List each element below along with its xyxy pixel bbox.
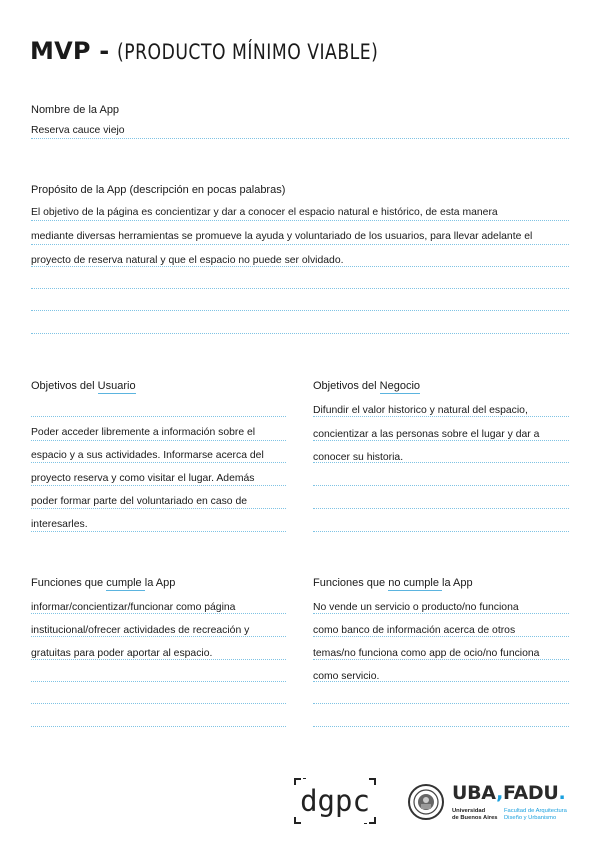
purpose-rule-3 xyxy=(31,266,569,267)
business-goals-rule-1 xyxy=(313,416,569,417)
business-goals-rule-4 xyxy=(313,485,569,486)
does-not-label-ul: no cumple xyxy=(388,577,443,589)
title-light: (PRODUCTO MÍNIMO VIABLE) xyxy=(117,40,379,64)
user-goals-line-2: espacio y a sus actividades. Informarse acerca del xyxy=(31,450,264,461)
uba-fadu-logo xyxy=(408,782,576,824)
user-goals-line-1: Poder acceder libremente a información sobre el xyxy=(31,427,256,438)
uba-dot: . xyxy=(558,782,566,804)
does-rule-1 xyxy=(31,613,286,614)
purpose-rule-2 xyxy=(31,244,569,245)
does-line-2: institucional/ofrecer actividades de recreación y xyxy=(31,625,250,636)
app-name-line xyxy=(31,138,569,139)
does-line-3: gratuitas para poder aportar al espacio. xyxy=(31,648,213,659)
dgpc-logo xyxy=(294,778,376,824)
uba-word-left: UBA xyxy=(452,782,497,804)
user-goals-rule-4 xyxy=(31,508,286,509)
uba-sub-right-1: Facultad de Arquitectura xyxy=(504,808,567,814)
business-goals-rule-2 xyxy=(313,440,569,441)
purpose-rule-4 xyxy=(31,288,569,289)
purpose-line-2: mediante diversas herramientas se promueve la ayuda y voluntariado de los usuarios, para llevar adelante el xyxy=(31,231,533,242)
does-line-1: informar/concientizar/funcionar como página xyxy=(31,602,236,613)
dgpc-logo-text: dgpc xyxy=(300,784,370,818)
user-goals-label-ul: Usuario xyxy=(97,380,136,392)
user-goals-line-5: interesarles. xyxy=(31,519,88,530)
purpose-line-3: proyecto de reserva natural y que el espacio no puede ser olvidado. xyxy=(31,255,344,266)
user-goals-rule-3 xyxy=(31,485,286,486)
uba-word-right: FADU xyxy=(503,782,559,804)
purpose-rule-1 xyxy=(31,220,569,221)
business-goals-line-1: Difundir el valor historico y natural del espacio, xyxy=(313,405,528,416)
business-goals-rule-6 xyxy=(313,531,569,532)
does-not-rule-4 xyxy=(313,681,569,682)
purpose-line-1: El objetivo de la página es concientizar y dar a conocer el espacio natural e histórico, de esta manera xyxy=(31,207,498,218)
purpose-rule-6 xyxy=(31,333,569,334)
purpose-label: Propósito de la App (descripción en pocas palabras) xyxy=(31,184,286,196)
business-goals-label-pre: Objetivos del xyxy=(313,380,380,392)
uba-sub-left xyxy=(452,808,498,822)
does-not-line-2: como banco de información acerca de otros xyxy=(313,625,516,636)
user-goals-rule-0 xyxy=(31,416,286,417)
does-label-pre: Funciones que xyxy=(31,577,107,589)
uba-seal-icon xyxy=(408,784,444,820)
does-not-rule-5 xyxy=(313,703,569,704)
does-not-line-3: temas/no funciona como app de ocio/no funciona xyxy=(313,648,540,659)
does-label xyxy=(31,577,175,589)
does-not-label-post: la App xyxy=(442,577,473,589)
does-rule-5 xyxy=(31,703,286,704)
does-not-rule-3 xyxy=(313,659,569,660)
dgpc-logo-frame xyxy=(294,778,376,824)
does-not-label-pre: Funciones que xyxy=(313,577,389,589)
does-not-line-4: como servicio. xyxy=(313,671,380,682)
business-goals-label-ul: Negocio xyxy=(379,380,421,392)
uba-sub-right-2: Diseño y Urbanismo xyxy=(504,815,557,821)
uba-fadu-wordmark xyxy=(452,782,565,804)
does-rule-4 xyxy=(31,681,286,682)
app-name-label: Nombre de la App xyxy=(31,104,120,116)
does-not-label xyxy=(313,577,473,589)
business-goals-rule-5 xyxy=(313,508,569,509)
user-goals-line-4: poder formar parte del voluntariado en caso de xyxy=(31,496,248,507)
user-goals-line-3: proyecto reserva y como visitar el lugar. Además xyxy=(31,473,255,484)
uba-sub-right xyxy=(504,808,567,822)
does-label-ul: cumple xyxy=(106,577,145,589)
does-rule-3 xyxy=(31,659,286,660)
user-goals-label xyxy=(31,380,136,392)
user-goals-rule-5 xyxy=(31,531,286,532)
user-goals-rule-1 xyxy=(31,440,286,441)
does-not-line-1: No vende un servicio o producto/no funciona xyxy=(313,602,519,613)
business-goals-rule-3 xyxy=(313,462,569,463)
does-not-rule-6 xyxy=(313,726,569,727)
uba-sub-left-1: Universidad xyxy=(452,808,486,814)
user-goals-rule-2 xyxy=(31,462,286,463)
does-label-post: la App xyxy=(144,577,176,589)
business-goals-line-2: concientizar a las personas sobre el lugar y dar a xyxy=(313,429,540,440)
uba-comma: , xyxy=(496,782,503,804)
page-title xyxy=(30,36,436,67)
uba-sub-left-2: de Buenos Aires xyxy=(452,815,498,821)
business-goals-line-3: conocer su historia. xyxy=(313,452,404,463)
does-not-rule-1 xyxy=(313,613,569,614)
does-rule-2 xyxy=(31,636,286,637)
title-bold: MVP - xyxy=(30,37,110,65)
user-goals-label-pre: Objetivos del xyxy=(31,380,98,392)
does-not-rule-2 xyxy=(313,636,569,637)
does-rule-6 xyxy=(31,726,286,727)
app-name-value: Reserva cauce viejo xyxy=(31,125,125,136)
business-goals-label xyxy=(313,380,420,392)
purpose-rule-5 xyxy=(31,310,569,311)
